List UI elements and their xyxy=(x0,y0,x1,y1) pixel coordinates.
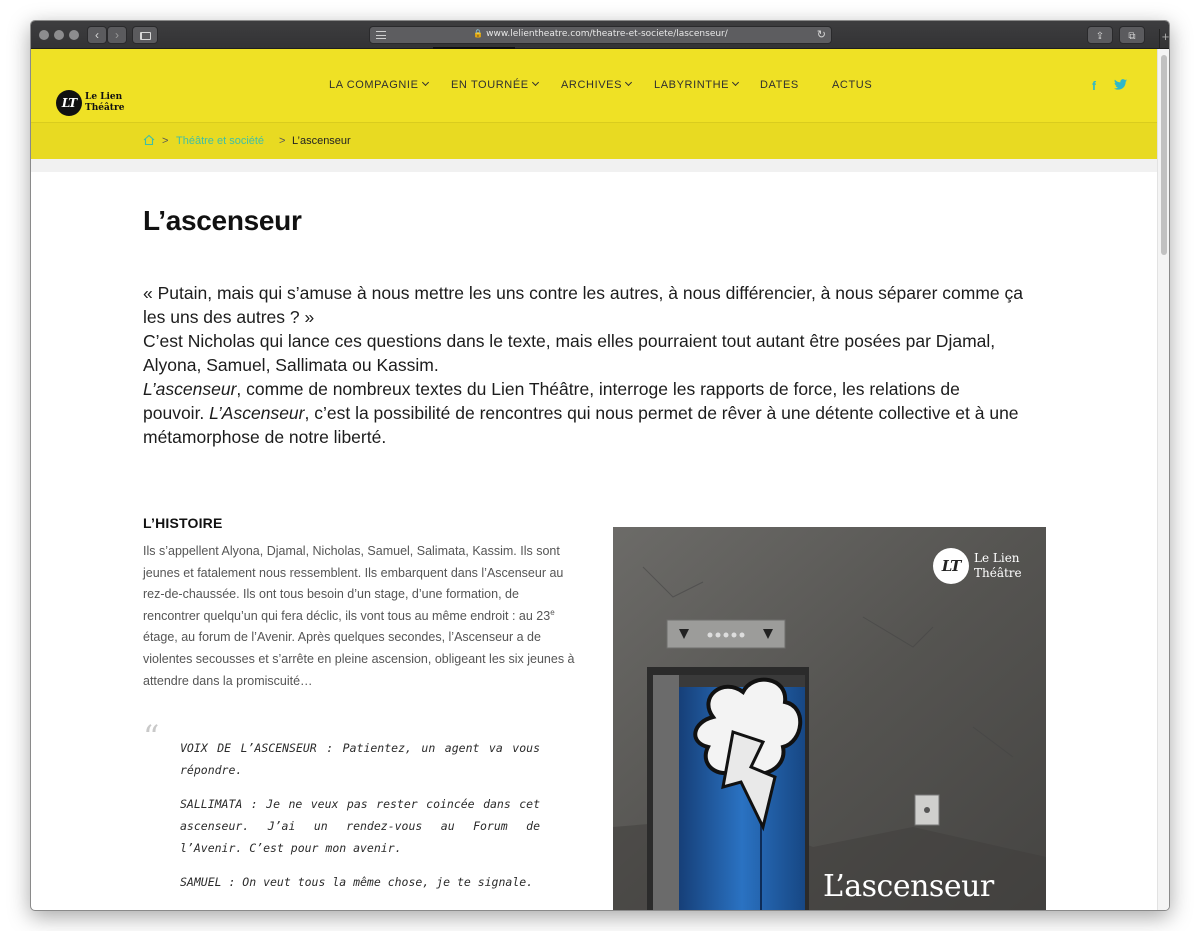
intro-quote: « Putain, mais qui s’amuse à nous mettre les uns contre les autres, à nous différencier, à nous séparer comme ça les uns des autres ? » xyxy=(143,283,1023,327)
intro-paragraph-3 xyxy=(143,377,1023,449)
story-heading: L’HISTOIRE xyxy=(143,515,223,531)
poster-logo-line-2: Théâtre xyxy=(974,566,1022,580)
quote-mark-icon: “ xyxy=(143,718,160,756)
new-tab-button[interactable] xyxy=(1159,29,1170,49)
page-scrollbar[interactable] xyxy=(1157,49,1169,911)
show-poster[interactable] xyxy=(613,527,1046,911)
chevron-left-icon: ‹ xyxy=(95,28,99,42)
nav-item-dates[interactable] xyxy=(760,79,799,91)
browser-toolbar xyxy=(31,21,1170,49)
site-header xyxy=(31,49,1159,122)
address-bar[interactable] xyxy=(369,26,832,44)
tabs-icon: ⧉ xyxy=(1128,31,1136,42)
logo-line-1: Le Lien xyxy=(85,92,123,102)
breadcrumb xyxy=(31,122,1159,159)
chevron-down-icon xyxy=(625,79,632,86)
address-url xyxy=(370,29,831,39)
share-button[interactable] xyxy=(1087,26,1113,44)
intro-emphasis: L’ascenseur xyxy=(143,379,237,399)
sidebar-icon xyxy=(140,32,151,40)
twitter-icon[interactable] xyxy=(1114,79,1127,93)
poster-illustration xyxy=(613,527,1046,911)
forward-button[interactable] xyxy=(107,26,127,44)
web-page xyxy=(31,49,1159,911)
intro-text-part: , comme de nombreux textes du Lien Théâtre, interroge les rapports de force, les relations de pouvoir. xyxy=(143,379,960,423)
poster-logo-wordmark xyxy=(974,551,1034,581)
home-icon[interactable] xyxy=(143,133,155,145)
nav-item-archives[interactable] xyxy=(561,79,631,91)
excerpt-line: SALLIMATA : Je ne veux pas rester coincée dans cet ascenseur. J’ai un rendez-vous au Forum de l’Avenir. C’est pour mon avenir. xyxy=(180,797,540,855)
poster-logo-line-1: Le Lien xyxy=(974,551,1020,565)
minimize-window-icon[interactable] xyxy=(54,30,64,40)
scrollbar-thumb[interactable] xyxy=(1161,55,1167,255)
nav-label: EN TOURNÉE xyxy=(451,79,529,91)
excerpt-line: VOIX DE L’ASCENSEUR : Patientez, un agent va vous répondre. xyxy=(180,741,540,777)
share-icon: ⇪ xyxy=(1095,31,1105,42)
browser-window xyxy=(30,20,1170,911)
nav-item-la-compagnie[interactable] xyxy=(329,79,428,91)
chevron-down-icon xyxy=(421,79,428,86)
close-window-icon[interactable] xyxy=(39,30,49,40)
story-text-part-1: Ils s’appellent Alyona, Djamal, Nicholas, Samuel, Salimata, Kassim. Ils sont jeunes et fatalement nous ressemblent. Ils embarquent dans l’Ascenseur au rez-de-chaussée. Ils ont tous besoin d’un stage, d’une formation, de rencontrer quelqu’un qui fera déclic, ils vont tous au même endroit : au 23 xyxy=(143,544,564,623)
intro-text-end: , c’est la possibilité de rencontres qui nous permet de rêver à une détente collective et à une métamorphose de notre liberté. xyxy=(143,403,1019,447)
logo-line-2: Théâtre xyxy=(85,103,125,113)
plus-icon: + xyxy=(1161,29,1170,44)
breadcrumb-separator: > xyxy=(279,135,286,147)
intro-emphasis-2: L’Ascenseur xyxy=(209,403,305,423)
header-divider xyxy=(31,159,1159,172)
intro-text xyxy=(143,281,1023,449)
nav-item-en-tournee[interactable] xyxy=(451,79,538,91)
breadcrumb-link-theatre-et-societe[interactable]: Théâtre et société xyxy=(176,135,265,147)
logo-wordmark xyxy=(85,92,145,114)
logo-monogram: LT xyxy=(56,90,82,116)
page-title: L’ascenseur xyxy=(143,205,302,236)
sidebar-toggle-button[interactable] xyxy=(132,26,158,44)
facebook-icon[interactable]: f xyxy=(1092,79,1096,93)
address-url-text: www.lelientheatre.com/theatre-et-societe/lascenseur/ xyxy=(486,29,728,39)
chevron-down-icon xyxy=(532,79,539,86)
story-text xyxy=(143,541,575,692)
nav-label: LABYRINTHE xyxy=(654,79,730,91)
nav-label: LA COMPAGNIE xyxy=(329,79,419,91)
lock-icon: 🔒 xyxy=(473,29,484,38)
breadcrumb-current: L’ascenseur xyxy=(292,135,351,147)
story-text-part-2: étage, au forum de l’Avenir. Après quelques secondes, l’Ascenseur a de violentes secousses et s’arrête en pleine ascension, obligeant les six jeunes à attendre dans la promiscuité… xyxy=(143,630,575,688)
tabs-overview-button[interactable] xyxy=(1119,26,1145,44)
excerpt-line: SAMUEL : On veut tous la même chose, je te signale. xyxy=(180,875,534,889)
nav-item-actus[interactable] xyxy=(832,79,872,91)
nav-label: DATES xyxy=(760,79,799,91)
poster-logo-monogram: LT xyxy=(933,548,969,584)
nav-label: ARCHIVES xyxy=(561,79,623,91)
chevron-down-icon xyxy=(732,79,739,86)
nav-label: ACTUS xyxy=(832,79,873,91)
nav-item-labyrinthe[interactable] xyxy=(654,79,738,91)
zoom-window-icon[interactable] xyxy=(69,30,79,40)
reload-icon[interactable]: ↻ xyxy=(816,29,826,41)
poster-title: L’ascenseur xyxy=(823,869,994,904)
back-button[interactable] xyxy=(87,26,107,44)
script-excerpt xyxy=(180,737,540,905)
breadcrumb-separator: > xyxy=(162,135,169,147)
intro-paragraph-2: C’est Nicholas qui lance ces questions dans le texte, mais elles pourraient tout autant être posées par Djamal, Alyona, Samuel, Sallimata ou Kassim. xyxy=(143,331,996,375)
story-superscript: e xyxy=(550,607,555,617)
chevron-right-icon: › xyxy=(115,28,119,42)
